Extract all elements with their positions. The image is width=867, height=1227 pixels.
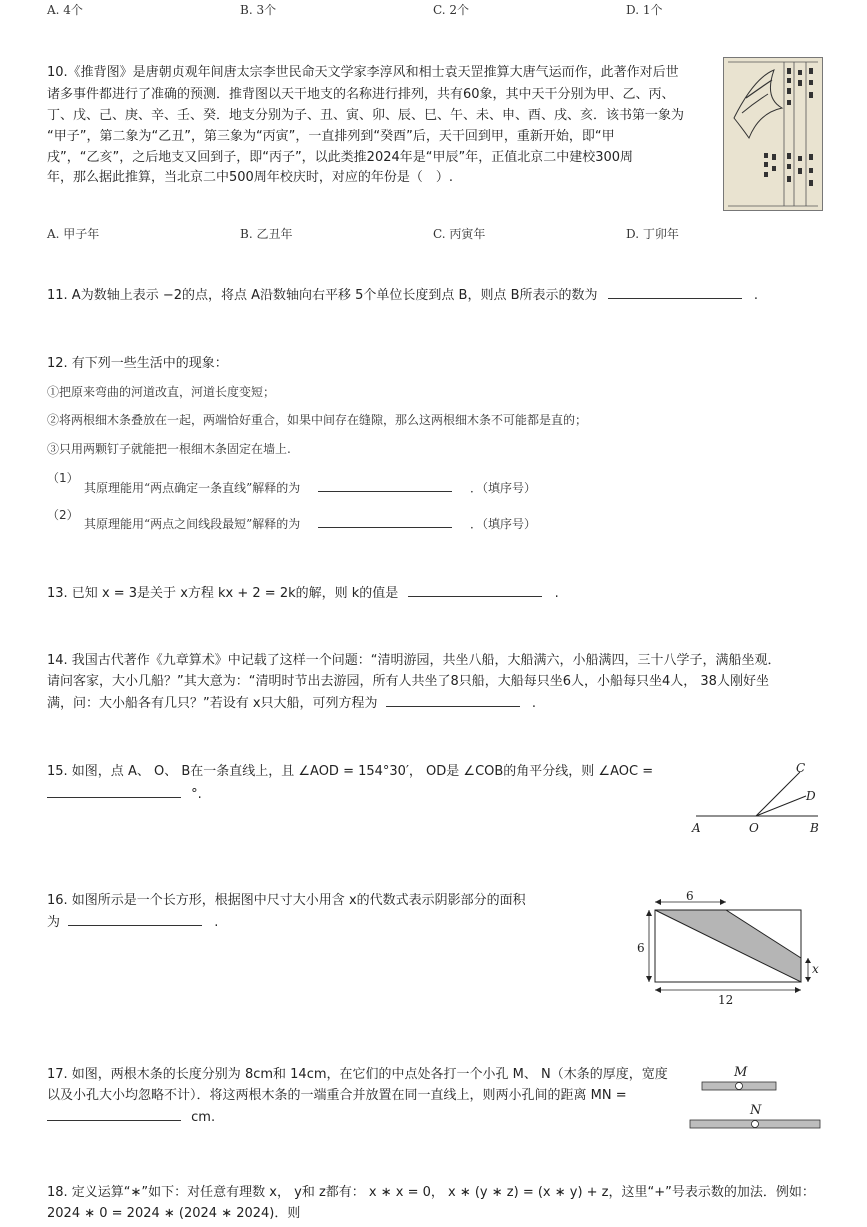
q15-angle-figure <box>686 758 826 838</box>
q12-sub-1 <box>84 477 536 497</box>
q18-line-1: 18. 定义运算“∗”如下：对任意有理数 x， y和 z都有： x ∗ x = 0， x ∗ (y ∗ z) = (x ∗ y) + z，这里“+”号表示数的加法．例如： <box>47 1185 815 1200</box>
q12-sub-2-text: 其原理能用“两点之间线段最短”解释的为 <box>84 517 301 531</box>
q12-sub-2-number: （2） <box>47 508 79 522</box>
q16-label-top: 6 <box>686 889 694 903</box>
q10-line-2: 诸多事件都进行了准确的预测．推背图以天干地支的名称进行排列，共有60象，其中天干分别为甲、乙、丙、 <box>47 87 675 102</box>
q10-line-4: “甲子”，第二象为“乙丑”，第三象为“丙寅”，一直排列到“癸酉”后，天干回到甲，重新开始，即“甲 <box>47 129 615 144</box>
q10-option-c: C. 丙寅年 <box>433 227 486 241</box>
q12-sub-1-text: 其原理能用“两点确定一条直线”解释的为 <box>84 481 301 495</box>
q17-sticks-figure <box>686 1062 826 1134</box>
q10-line-5: 戌”，“乙亥”，之后地支又回到子，即“丙子”，以此类推2024年是“甲辰”年，正值北京二中建校300周 <box>47 150 634 165</box>
q13-answer-blank[interactable] <box>408 582 542 597</box>
q15-answer-blank[interactable] <box>47 783 181 798</box>
q12-sub-1-end: ．（填序号） <box>469 481 536 495</box>
question-11 <box>47 284 758 306</box>
q16-line-2: 为 <box>47 915 61 930</box>
q15-line-2 <box>47 783 202 805</box>
q9-option-a: A. 4个 <box>47 3 83 17</box>
q16-answer-blank[interactable] <box>68 911 202 926</box>
q10-line-1: 10.《推背图》是唐朝贞观年间唐太宗李世民命天文学家李淳风和相士袁天罡推算大唐气运而作，此著作对后世 <box>47 65 679 80</box>
q13-end: . <box>554 586 559 601</box>
q12-sub-2-end: ．（填序号） <box>469 517 536 531</box>
q10-option-a: A. 甲子年 <box>47 227 100 241</box>
q15-label-o: O <box>749 821 759 835</box>
q17-end: cm. <box>191 1110 216 1125</box>
q16-shaded-region <box>655 910 801 982</box>
q13-text: 13. 已知 x = 3是关于 x方程 kx + 2 = 2k的解，则 k的值是 <box>47 586 399 601</box>
q15-end: °. <box>191 787 202 802</box>
q12-sub-1-number: （1） <box>47 471 79 485</box>
q14-end: . <box>531 696 536 711</box>
q9-option-b: B. 3个 <box>240 3 277 17</box>
q14-line-2: 请问客家，大小几船？”其大意为：“清明时节出去游园，所有人共坐了8只船，大船每只坐6人，小船每只坐4人， 38人刚好坐 <box>47 674 769 689</box>
q9-option-c: C. 2个 <box>433 3 470 17</box>
q15-label-d: D <box>806 789 816 803</box>
q12-sub-2-blank[interactable] <box>318 513 452 528</box>
q14-answer-blank[interactable] <box>386 692 520 707</box>
q10-line-3: 丁、戊、己、庚、辛、壬、癸．地支分别为子、丑、寅、卯、辰、巳、午、未、申、酉、戌、亥．该书第一象为 <box>47 108 685 123</box>
q10-option-b: B. 乙丑年 <box>240 227 293 241</box>
q18-line-2: 2024 ∗ 0 = 2024 ∗ (2024 ∗ 2024)．则 <box>47 1206 301 1221</box>
q14-line-3: 满，问：大小船各有几只？”若设有 x只大船，可列方程为 <box>47 696 378 711</box>
q14-line-1: 14. 我国古代著作《九章算术》中记载了这样一个问题：“清明游园，共坐八船，大船满六，小船满四，三十八学子，满船坐观． <box>47 653 781 668</box>
q15-label-b: B <box>810 821 819 835</box>
q16-label-right: x <box>812 962 819 976</box>
q15-label-c: C <box>796 761 806 775</box>
q16-label-left: 6 <box>637 941 645 955</box>
q11-end: . <box>753 288 758 303</box>
q16-rectangle-figure <box>630 886 830 1011</box>
q16-label-bottom: 12 <box>718 993 734 1007</box>
q11-answer-blank[interactable] <box>608 284 742 299</box>
q16-end: . <box>214 915 219 930</box>
q16-line-2-wrap <box>47 911 218 933</box>
q17-label-n: N <box>750 1103 762 1118</box>
hole-n <box>752 1121 759 1128</box>
q15-label-a: A <box>692 821 701 835</box>
q17-answer-blank[interactable] <box>47 1106 181 1121</box>
q12-item-1: ①把原来弯曲的河道改直，河道长度变短； <box>47 385 276 399</box>
q15-line-1: 15. 如图，点 A、 O、 B在一条直线上，且 ∠AOD = 154°30′， OD是 ∠COB的角平分线，则 ∠AOC = <box>47 764 654 779</box>
q9-option-d: D. 1个 <box>626 3 663 17</box>
q11-text: 11. A为数轴上表示 −2的点，将点 A沿数轴向右平移 5个单位长度到点 B，则点 B所表示的数为 <box>47 288 598 303</box>
hole-m <box>736 1083 743 1090</box>
q12-sub-2 <box>84 513 536 533</box>
q17-line-3 <box>47 1106 215 1128</box>
tuibeitu-book-image <box>723 57 823 211</box>
book-illustration-icon <box>724 58 822 210</box>
q12-item-3: ③只用两颗钉子就能把一根细木条固定在墙上. <box>47 442 291 456</box>
q14-line-3-wrap <box>47 692 536 714</box>
q17-line-1: 17. 如图，两根木条的长度分别为 8cm和 14cm，在它们的中点处各打一个小孔 M、 N（木条的厚度，宽度 <box>47 1067 668 1082</box>
q10-option-d: D. 丁卯年 <box>626 227 679 241</box>
question-13 <box>47 582 559 604</box>
q17-label-m: M <box>734 1065 748 1080</box>
q12-title: 12. 有下列一些生活中的现象： <box>47 356 228 371</box>
q12-sub-1-blank[interactable] <box>318 477 452 492</box>
q10-line-6: 年，那么据此推算，当北京二中500周年校庆时，对应的年份是（ ）. <box>47 170 453 185</box>
q17-line-2: 以及小孔大小均忽略不计）．将这两根木条的一端重合并放置在同一直线上，则两小孔间的距离 MN = <box>47 1088 627 1103</box>
q16-line-1: 16. 如图所示是一个长方形，根据图中尺寸大小用含 x的代数式表示阴影部分的面积 <box>47 893 526 908</box>
q12-item-2: ②将两根细木条叠放在一起，两端恰好重合，如果中间存在缝隙，那么这两根细木条不可能都是直的； <box>47 413 588 427</box>
